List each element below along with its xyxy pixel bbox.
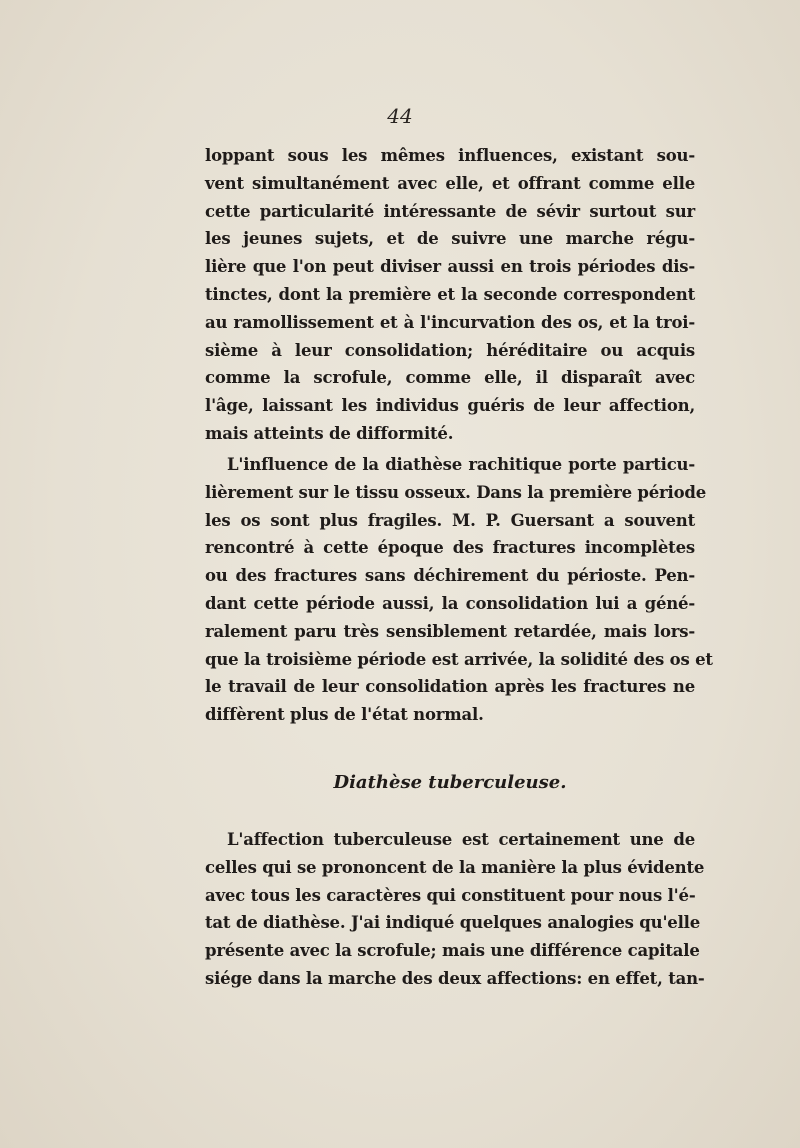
text-line: les jeunes sujets, et de suivre une marche régu- (205, 229, 695, 249)
text-line: dant cette période aussi, la consolidation lui a géné- (205, 593, 695, 613)
text-line: mais atteints de difformité. (205, 423, 454, 443)
text-line: ou des fractures sans déchirement du périoste. Pen- (205, 566, 695, 586)
text-line: L'affection tuberculeuse est certainement une de (227, 830, 695, 849)
text-line: comme la scrofule, comme elle, il disparaît avec (205, 368, 695, 388)
text-line: diffèrent plus de l'état normal. (205, 705, 484, 725)
text-line: lièrement sur le tissu osseux. Dans la première période (205, 482, 707, 502)
text-line: que la troisième période est arrivée, la solidité des os et (205, 649, 713, 669)
text-line: sième à leur consolidation; héréditaire ou acquis (205, 340, 695, 360)
text-line: ralement paru très sensiblement retardée, mais lors- (205, 621, 695, 641)
page-number: 44 (387, 104, 413, 128)
paragraph-rachitis-description (205, 142, 695, 448)
text-line: avec tous les caractères qui constituent pour nous l'é- (205, 885, 696, 905)
paragraph-tuberculous-affection (205, 826, 705, 993)
text-line: lière que l'on peut diviser aussi en trois périodes dis- (205, 257, 695, 277)
text-line: le travail de leur consolidation après les fractures ne (205, 677, 695, 697)
text-line: au ramollissement et à l'incurvation des os, et la troi- (205, 312, 695, 332)
text-line: L'influence de la diathèse rachitique porte particu- (227, 455, 695, 474)
paragraph-bone-influence (205, 451, 713, 729)
text-line: tat de diathèse. J'ai indiqué quelques analogies qu'elle (205, 913, 701, 933)
text-line: vent simultanément avec elle, et offrant comme elle (205, 173, 695, 193)
section-heading: Diathèse tuberculeuse. (333, 772, 567, 793)
text-line: les os sont plus fragiles. M. P. Guersant a souvent (205, 510, 695, 530)
text-line: rencontré à cette époque des fractures incomplètes (205, 538, 695, 558)
text-line: celles qui se prononcent de la manière la plus évidente (205, 857, 705, 877)
text-line: siége dans la marche des deux affections: en effet, tan- (205, 968, 705, 988)
text-line: tinctes, dont la première et la seconde correspondent (205, 284, 695, 304)
text-line: l'âge, laissant les individus guéris de leur affection, (205, 396, 695, 416)
text-line: cette particularité intéressante de sévir surtout sur (205, 201, 695, 221)
text-line: présente avec la scrofule; mais une différence capitale (205, 941, 700, 961)
text-line: loppant sous les mêmes influences, existant sou- (205, 146, 695, 165)
